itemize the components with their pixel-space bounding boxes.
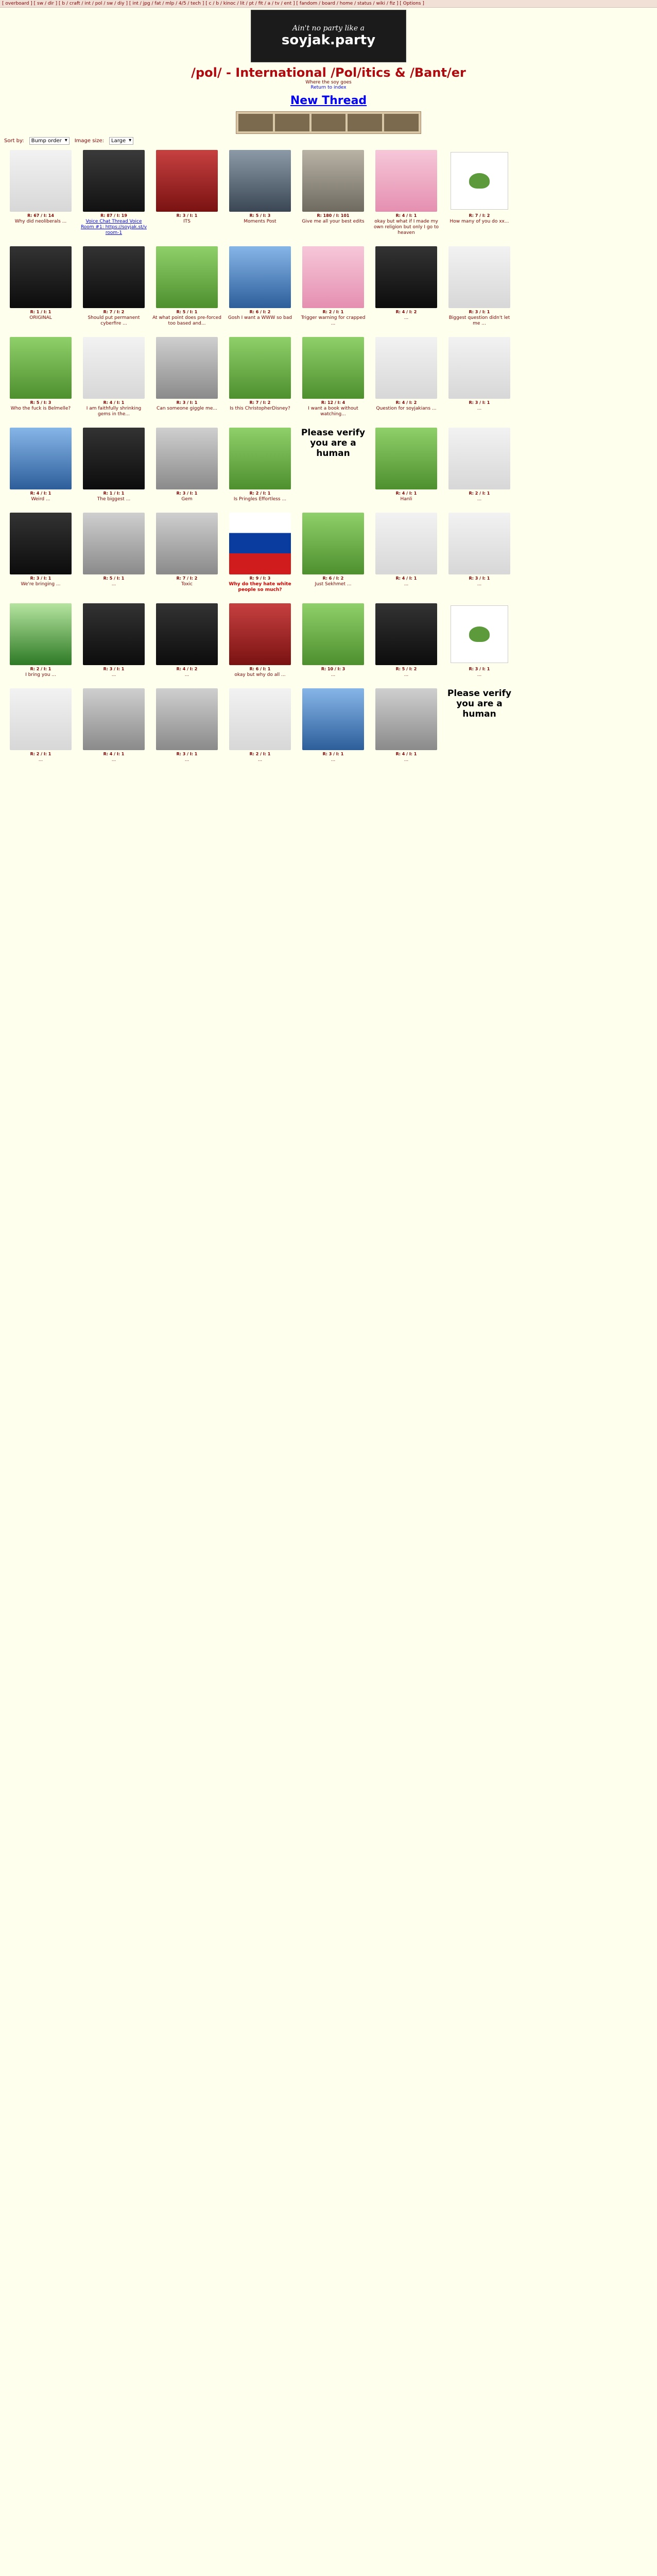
thread-thumbnail[interactable] bbox=[83, 246, 145, 308]
thread-teaser: Just Sekhmet ... bbox=[315, 582, 352, 587]
reply-count: R: 180 / I: 101 bbox=[317, 213, 350, 218]
catalog-thread bbox=[591, 688, 657, 763]
catalog-thread[interactable] bbox=[79, 246, 148, 327]
reply-count: R: 3 / I: 1 bbox=[469, 310, 490, 314]
image-size-label: Image size: bbox=[74, 138, 104, 144]
thread-thumbnail[interactable] bbox=[448, 337, 510, 399]
thread-teaser: Gosh I want a WWW so bad bbox=[228, 315, 292, 320]
reply-count: R: 3 / I: 1 bbox=[176, 752, 198, 756]
catalog-thread[interactable] bbox=[445, 603, 514, 678]
site-banner bbox=[251, 10, 406, 62]
sort-select[interactable]: Bump order ▾ bbox=[29, 137, 70, 145]
thread-thumbnail[interactable] bbox=[375, 513, 437, 574]
thread-thumbnail[interactable] bbox=[302, 603, 364, 665]
catalog-thread[interactable] bbox=[152, 603, 221, 678]
thread-thumbnail[interactable] bbox=[10, 428, 72, 489]
catalog-thread[interactable] bbox=[226, 603, 295, 678]
reply-count: R: 4 / I: 1 bbox=[395, 491, 417, 496]
thread-teaser: ... bbox=[477, 497, 482, 502]
thread-thumbnail[interactable] bbox=[448, 150, 510, 212]
reply-count: R: 12 / I: 4 bbox=[321, 400, 345, 405]
thread-teaser: ... bbox=[184, 757, 189, 762]
ad-banner[interactable] bbox=[236, 111, 421, 134]
thread-thumbnail[interactable] bbox=[448, 428, 510, 489]
catalog-thread bbox=[591, 513, 657, 593]
thread-thumbnail[interactable] bbox=[375, 150, 437, 212]
thread-teaser: ... bbox=[477, 672, 482, 677]
thread-teaser: Why do they hate white people so much? bbox=[229, 582, 291, 592]
reply-count: R: 2 / I: 1 bbox=[469, 491, 490, 496]
reply-count: R: 3 / I: 1 bbox=[176, 213, 198, 218]
catalog-thread[interactable] bbox=[79, 150, 148, 236]
thread-teaser: Should put permanent cyberfire ... bbox=[88, 315, 140, 326]
catalog-thread[interactable] bbox=[226, 428, 295, 502]
reply-count: R: 4 / I: 2 bbox=[395, 400, 417, 405]
new-thread-wrap bbox=[0, 94, 657, 107]
catalog-thread[interactable] bbox=[299, 246, 368, 327]
catalog-thread[interactable] bbox=[372, 688, 441, 763]
catalog-thread[interactable] bbox=[6, 688, 75, 763]
thread-thumbnail[interactable] bbox=[302, 337, 364, 399]
catalog-thread bbox=[591, 150, 657, 236]
reply-count: R: 3 / I: 1 bbox=[103, 667, 125, 671]
catalog-thread[interactable] bbox=[6, 603, 75, 678]
thread-thumbnail[interactable] bbox=[302, 150, 364, 212]
reply-count: R: 3 / I: 1 bbox=[30, 576, 51, 581]
reply-count: R: 1 / I: 1 bbox=[103, 491, 125, 496]
reply-count: R: 4 / I: 2 bbox=[176, 667, 198, 671]
ad-tile bbox=[238, 114, 273, 131]
thread-teaser: Why did neoliberals ... bbox=[14, 219, 67, 224]
thread-teaser: Hanli bbox=[400, 497, 412, 502]
catalog-thread[interactable] bbox=[372, 246, 441, 327]
catalog-thread bbox=[518, 513, 587, 593]
catalog-thread[interactable] bbox=[226, 513, 295, 593]
catalog-thread bbox=[591, 603, 657, 678]
catalog-thread[interactable] bbox=[445, 150, 514, 236]
reply-count: R: 9 / I: 3 bbox=[249, 576, 271, 581]
thread-thumbnail[interactable] bbox=[448, 513, 510, 574]
catalog-thread[interactable] bbox=[152, 337, 221, 417]
reply-count: R: 4 / I: 1 bbox=[395, 752, 417, 756]
reply-count: R: 7 / I: 2 bbox=[176, 576, 198, 581]
catalog-thread[interactable] bbox=[445, 246, 514, 327]
thread-teaser: The biggest ... bbox=[97, 497, 131, 502]
catalog-thread bbox=[518, 246, 587, 327]
thread-teaser: I want a book without watching... bbox=[308, 406, 358, 417]
catalog-grid bbox=[0, 150, 657, 763]
thread-teaser: ITS bbox=[183, 219, 191, 224]
reply-count: R: 87 / I: 19 bbox=[100, 213, 127, 218]
thread-thumbnail[interactable] bbox=[375, 337, 437, 399]
sort-label: Sort by: bbox=[4, 138, 24, 144]
thread-teaser: ... bbox=[331, 757, 336, 762]
catalog-thread[interactable] bbox=[372, 428, 441, 502]
reply-count: R: 10 / I: 3 bbox=[321, 667, 345, 671]
board-navigation[interactable]: [ overboard ] [ sw / dir ] [ b / craft / int / pol / sw / diy ] [ int / jpg / fat / mlp / 4/5 / tech ] [ c / b / kinoc / lit / pt / fit / a / tv / ent ] [ fandom / board / home / status / wiki / fiz ] [ Options ] bbox=[0, 0, 657, 8]
catalog-thread[interactable] bbox=[299, 150, 368, 236]
thread-thumbnail[interactable] bbox=[156, 688, 218, 750]
thread-teaser: I bring you ... bbox=[25, 672, 56, 677]
thread-thumbnail[interactable] bbox=[448, 603, 510, 665]
ad-tile bbox=[384, 114, 419, 131]
thread-thumbnail[interactable] bbox=[229, 603, 291, 665]
image-size-select[interactable]: Large ▾ bbox=[109, 137, 133, 145]
thread-teaser: How many of you do xx... bbox=[449, 219, 509, 224]
catalog-thread bbox=[518, 428, 587, 502]
thread-teaser: ... bbox=[111, 582, 116, 587]
thread-thumbnail[interactable] bbox=[229, 150, 291, 212]
catalog-thread[interactable] bbox=[299, 603, 368, 678]
reply-count: R: 5 / I: 2 bbox=[395, 667, 417, 671]
catalog-thread bbox=[591, 337, 657, 417]
thread-teaser: okay but why do all ... bbox=[234, 672, 286, 677]
frog-icon bbox=[469, 173, 490, 189]
board-title: /pol/ - International /Pol/itics & /Bant/er bbox=[191, 65, 466, 80]
ad-tile bbox=[275, 114, 309, 131]
reply-count: R: 67 / I: 14 bbox=[27, 213, 54, 218]
catalog-controls bbox=[4, 137, 657, 145]
reply-count: R: 5 / I: 1 bbox=[103, 576, 125, 581]
thread-teaser: Moments Post bbox=[244, 219, 276, 224]
thread-teaser: Weird ... bbox=[31, 497, 50, 502]
reply-count: R: 6 / I: 1 bbox=[249, 667, 271, 671]
catalog-thread[interactable] bbox=[299, 428, 368, 502]
reply-count: R: 4 / I: 1 bbox=[103, 752, 125, 756]
reply-count: R: 4 / I: 1 bbox=[103, 400, 125, 405]
catalog-thread[interactable] bbox=[299, 337, 368, 417]
thread-thumbnail[interactable] bbox=[10, 150, 72, 212]
reply-count: R: 2 / I: 1 bbox=[30, 667, 51, 671]
thread-teaser: Who the fuck is Belmelle? bbox=[10, 406, 71, 411]
thread-teaser: ... bbox=[111, 757, 116, 762]
thread-thumbnail[interactable] bbox=[229, 428, 291, 489]
thread-teaser: ... bbox=[38, 757, 43, 762]
reply-count: R: 4 / I: 2 bbox=[395, 310, 417, 314]
thread-thumbnail[interactable] bbox=[156, 603, 218, 665]
catalog-thread[interactable] bbox=[152, 688, 221, 763]
banner-logo: soyjak.party bbox=[281, 32, 376, 48]
reply-count: R: 5 / I: 3 bbox=[30, 400, 51, 405]
thread-thumbnail[interactable] bbox=[156, 337, 218, 399]
catalog-thread[interactable] bbox=[372, 150, 441, 236]
thread-thumbnail[interactable] bbox=[229, 513, 291, 574]
captcha-prompt: Please verify you are a human bbox=[447, 688, 512, 719]
catalog-thread[interactable] bbox=[152, 150, 221, 236]
thread-teaser: ORIGINAL bbox=[29, 315, 52, 320]
return-link-wrap bbox=[0, 85, 657, 90]
thread-thumbnail[interactable] bbox=[375, 246, 437, 308]
thread-thumbnail[interactable] bbox=[156, 428, 218, 489]
thread-thumbnail[interactable] bbox=[302, 513, 364, 574]
reply-count: R: 6 / I: 2 bbox=[322, 576, 344, 581]
board-subtitle: Where the soy goes bbox=[305, 80, 352, 85]
reply-count: R: 4 / I: 1 bbox=[395, 213, 417, 218]
thread-thumbnail[interactable] bbox=[302, 246, 364, 308]
thread-teaser: Can someone giggle me... bbox=[157, 406, 217, 411]
thread-thumbnail[interactable] bbox=[83, 150, 145, 212]
thread-thumbnail[interactable] bbox=[83, 603, 145, 665]
catalog-thread[interactable] bbox=[299, 513, 368, 593]
catalog-thread[interactable] bbox=[79, 337, 148, 417]
thread-teaser: Question for soyjakians ... bbox=[376, 406, 437, 411]
catalog-thread[interactable] bbox=[79, 428, 148, 502]
thread-teaser: At what point does pre-forced too based and... bbox=[152, 315, 221, 326]
catalog-thread[interactable] bbox=[79, 603, 148, 678]
ad-tile bbox=[348, 114, 382, 131]
thread-thumbnail[interactable] bbox=[10, 337, 72, 399]
reply-count: R: 7 / I: 2 bbox=[469, 213, 490, 218]
catalog-thread[interactable] bbox=[6, 513, 75, 593]
catalog-thread[interactable] bbox=[372, 513, 441, 593]
reply-count: R: 7 / I: 2 bbox=[103, 310, 125, 314]
reply-count: R: 1 / I: 1 bbox=[30, 310, 51, 314]
catalog-thread bbox=[518, 603, 587, 678]
reply-count: R: 3 / I: 1 bbox=[322, 752, 344, 756]
catalog-thread[interactable] bbox=[372, 603, 441, 678]
thread-thumbnail[interactable] bbox=[10, 603, 72, 665]
thread-thumbnail[interactable] bbox=[448, 246, 510, 308]
thread-teaser: We're bringing ... bbox=[21, 582, 61, 587]
thread-thumbnail[interactable] bbox=[10, 246, 72, 308]
catalog-thread[interactable] bbox=[226, 246, 295, 327]
reply-count: R: 3 / I: 1 bbox=[469, 576, 490, 581]
catalog-thread[interactable] bbox=[226, 337, 295, 417]
thread-teaser: I am faithfully shrinking gems in the... bbox=[86, 406, 142, 417]
thread-teaser: ... bbox=[111, 672, 116, 677]
catalog-thread[interactable] bbox=[445, 513, 514, 593]
thread-thumbnail[interactable] bbox=[229, 688, 291, 750]
catalog-thread[interactable] bbox=[79, 688, 148, 763]
thread-thumbnail[interactable] bbox=[83, 337, 145, 399]
thread-thumbnail[interactable] bbox=[229, 246, 291, 308]
catalog-thread[interactable] bbox=[372, 337, 441, 417]
catalog-thread[interactable] bbox=[6, 150, 75, 236]
reply-count: R: 3 / I: 1 bbox=[469, 400, 490, 405]
reply-count: R: 5 / I: 3 bbox=[249, 213, 271, 218]
thread-teaser: Trigger warning for crapped ... bbox=[301, 315, 366, 326]
catalog-thread[interactable] bbox=[79, 513, 148, 593]
thread-thumbnail[interactable] bbox=[156, 513, 218, 574]
thread-teaser: ... bbox=[404, 582, 409, 587]
reply-count: R: 2 / I: 1 bbox=[249, 491, 271, 496]
thread-teaser: ... bbox=[404, 672, 409, 677]
thread-thumbnail[interactable] bbox=[83, 513, 145, 574]
reply-count: R: 4 / I: 1 bbox=[395, 576, 417, 581]
reply-count: R: 3 / I: 1 bbox=[176, 400, 198, 405]
thread-teaser: ... bbox=[477, 582, 482, 587]
reply-count: R: 5 / I: 1 bbox=[176, 310, 198, 314]
catalog-thread[interactable] bbox=[6, 428, 75, 502]
catalog-thread[interactable] bbox=[152, 513, 221, 593]
thread-thumbnail[interactable] bbox=[302, 688, 364, 750]
catalog-thread bbox=[518, 337, 587, 417]
thread-teaser: Toxic bbox=[181, 582, 193, 587]
catalog-thread[interactable] bbox=[152, 428, 221, 502]
catalog-thread[interactable] bbox=[152, 246, 221, 327]
catalog-thread[interactable] bbox=[445, 688, 514, 763]
catalog-thread[interactable] bbox=[226, 150, 295, 236]
thread-teaser: ... bbox=[331, 672, 336, 677]
reply-count: R: 6 / I: 2 bbox=[249, 310, 271, 314]
thread-teaser: Voice Chat Thread Voice Room #1: https://soyjak.st/v room-1 bbox=[80, 219, 147, 235]
catalog-thread bbox=[518, 688, 587, 763]
thread-teaser: Biggest question didn't let me ... bbox=[448, 315, 510, 326]
catalog-thread bbox=[591, 428, 657, 502]
thread-thumbnail[interactable] bbox=[10, 513, 72, 574]
warning-image bbox=[451, 152, 508, 210]
thread-thumbnail[interactable] bbox=[83, 428, 145, 489]
reply-count: R: 3 / I: 1 bbox=[469, 667, 490, 671]
catalog-thread[interactable] bbox=[445, 428, 514, 502]
catalog-thread bbox=[518, 150, 587, 236]
thread-teaser: Is this ChristopherDisney? bbox=[230, 406, 290, 411]
thread-teaser: Is Pringles Effortless ... bbox=[233, 497, 287, 502]
thread-teaser: ... bbox=[257, 757, 263, 762]
new-thread-button[interactable]: New Thread bbox=[290, 94, 367, 107]
thread-thumbnail[interactable] bbox=[375, 688, 437, 750]
thread-thumbnail[interactable] bbox=[375, 428, 437, 489]
banner-tagline: Ain't no party like a bbox=[292, 24, 365, 32]
reply-count: R: 2 / I: 1 bbox=[30, 752, 51, 756]
thread-teaser: okay but what if I made my own religion but only I go to heaven bbox=[373, 219, 439, 235]
thread-thumbnail[interactable] bbox=[229, 337, 291, 399]
captcha-prompt: Please verify you are a human bbox=[301, 428, 366, 459]
ad-tile bbox=[312, 114, 346, 131]
thread-teaser: ... bbox=[404, 315, 409, 320]
thread-teaser: Give me all your best edits bbox=[302, 219, 365, 224]
frog-icon bbox=[469, 626, 490, 642]
catalog-thread bbox=[591, 246, 657, 327]
reply-count: R: 3 / I: 1 bbox=[176, 491, 198, 496]
catalog-thread[interactable] bbox=[299, 688, 368, 763]
return-to-index-link[interactable]: Return to index bbox=[310, 85, 347, 90]
thread-thumbnail[interactable] bbox=[10, 688, 72, 750]
thread-teaser: ... bbox=[477, 406, 482, 411]
catalog-thread[interactable] bbox=[226, 688, 295, 763]
catalog-thread[interactable] bbox=[6, 246, 75, 327]
catalog-thread[interactable] bbox=[6, 337, 75, 417]
reply-count: R: 4 / I: 1 bbox=[30, 491, 51, 496]
thread-thumbnail[interactable] bbox=[375, 603, 437, 665]
warning-image bbox=[451, 605, 508, 663]
thread-thumbnail[interactable] bbox=[83, 688, 145, 750]
thread-thumbnail[interactable] bbox=[156, 246, 218, 308]
thread-teaser: ... bbox=[404, 757, 409, 762]
reply-count: R: 2 / I: 1 bbox=[322, 310, 344, 314]
reply-count: R: 2 / I: 1 bbox=[249, 752, 271, 756]
thread-thumbnail[interactable] bbox=[156, 150, 218, 212]
catalog-thread[interactable] bbox=[445, 337, 514, 417]
thread-teaser: ... bbox=[184, 672, 189, 677]
reply-count: R: 7 / I: 2 bbox=[249, 400, 271, 405]
thread-teaser: Gem bbox=[181, 497, 193, 502]
